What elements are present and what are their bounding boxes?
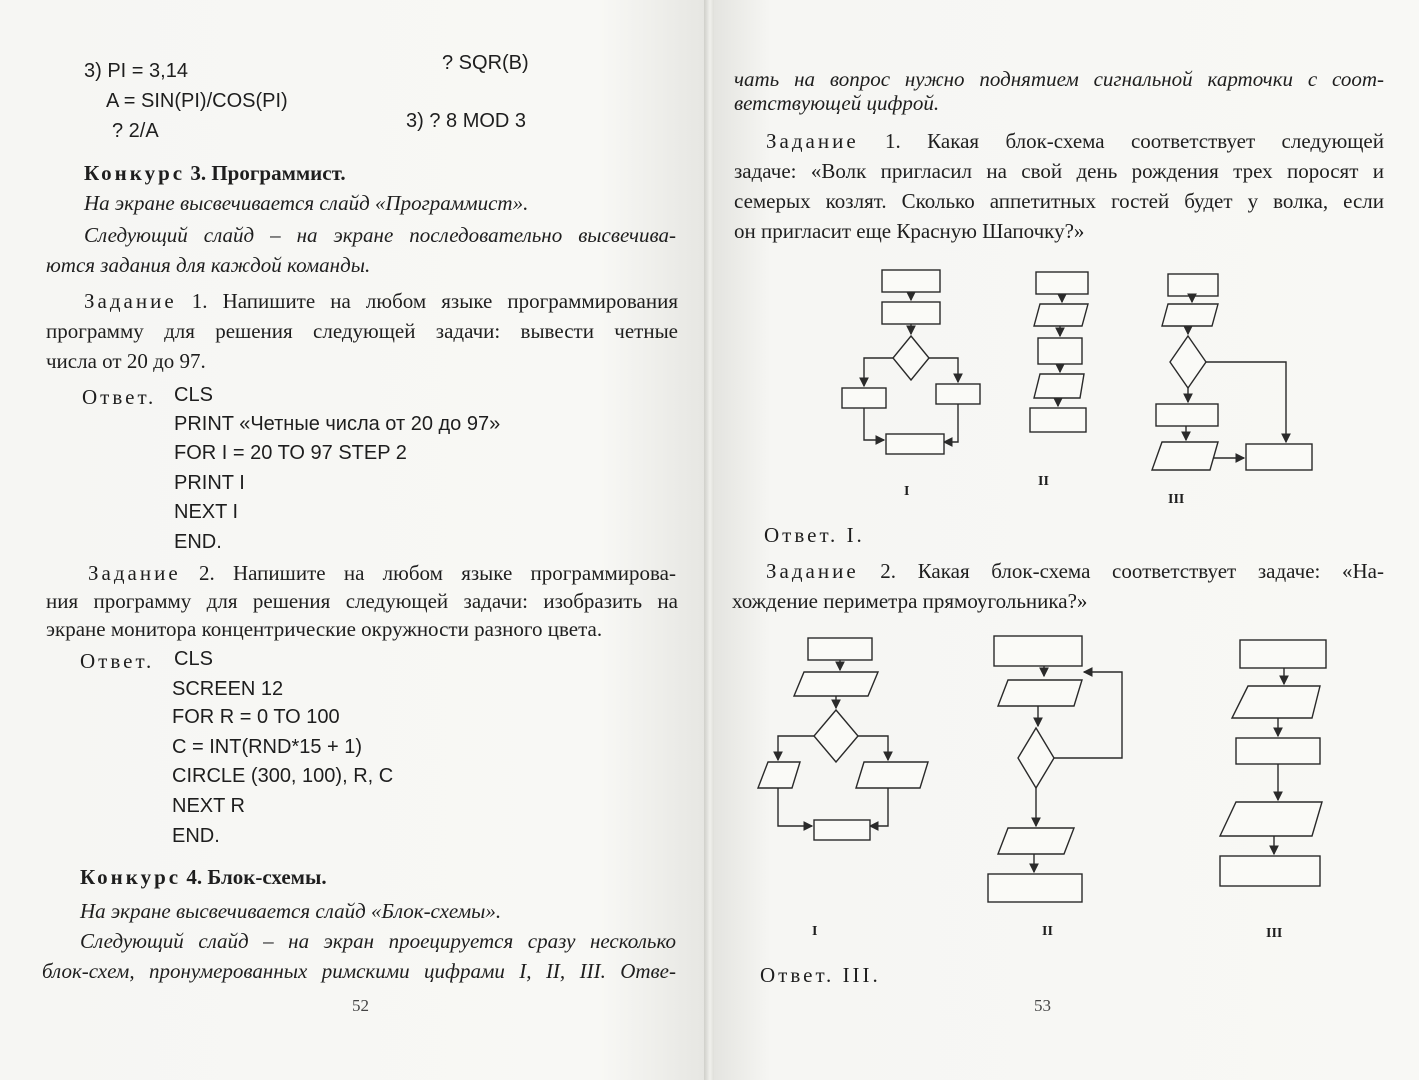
r-task1-label: Задание [766, 129, 859, 153]
contest3-heading [84, 160, 346, 186]
r-answer1-value: I. [838, 523, 865, 547]
answer2-code-line: SCREEN 12 [172, 678, 284, 700]
page-number-right: 53 [1034, 996, 1051, 1015]
answer2-code-line: FOR R = 0 TO 100 [172, 706, 340, 728]
r-task1-text-a: 1. Какая блок-схема соответствует следующей [858, 129, 1384, 153]
r-task1-line-c: семерых козлят. Сколько аппетитных гостей будет у волка, если [734, 189, 1384, 213]
r-answer1-label [764, 522, 865, 548]
snippet-pi: 3) PI = 3,14 [84, 60, 188, 82]
right-page [714, 0, 1419, 1080]
snippet-assign: A = SIN(PI)/COS(PI) [106, 90, 288, 112]
continuation-line-2: ветствующей цифрой. [734, 91, 940, 115]
set2-label-ii: II [1042, 924, 1053, 939]
contest3-intro-2a: Следующий слайд – на экране последовательно высвечива- [84, 223, 676, 247]
contest4-intro-2b: блок-схем, пронумерованных римскими цифрами I, II, III. Отве- [42, 959, 676, 983]
task1-line-c: числа от 20 до 97. [46, 349, 206, 373]
answer1-code-line: CLS [174, 384, 213, 406]
set1-label-iii: III [1168, 492, 1185, 507]
task2-text-a: 2. Напишите на любом языке программирова- [180, 561, 676, 585]
r-task2-text-a: 2. Какая блок-схема соответствует задаче: «На- [858, 559, 1384, 583]
page-number-left: 52 [352, 996, 369, 1015]
r-task1-line-b: задаче: «Волк пригласил на свой день рождения трех поросят и [734, 159, 1384, 183]
contest3-heading-rest: 3. Программист. [185, 161, 346, 185]
r-task2-label: Задание [766, 559, 859, 583]
flowchart-2-i [758, 638, 928, 840]
r-answer2-label [760, 962, 881, 988]
contest3-intro-2b: ются задания для каждой команды. [46, 253, 371, 277]
contest3-intro-1: На экране высвечивается слайд «Программист». [84, 191, 529, 215]
left-page [0, 0, 706, 1080]
answer1-label: Ответ. [82, 385, 157, 409]
answer1-code-line: END. [174, 531, 222, 553]
task2-label: Задание [88, 561, 181, 585]
r-task1-line-d: он пригласит еще Красную Шапочку?» [734, 219, 1085, 243]
task2-line-a [88, 560, 676, 586]
set2-label-i: I [812, 924, 818, 939]
task1-line-a [84, 288, 678, 314]
contest4-intro-2a: Следующий слайд – на экран проецируется сразу несколько [80, 929, 676, 953]
answer1-code-line: FOR I = 20 TO 97 STEP 2 [174, 442, 407, 464]
contest4-heading-rest: 4. Блок-схемы. [181, 865, 327, 889]
r-task2-line-a [766, 558, 1384, 584]
r-answer2-value: III. [834, 963, 881, 987]
continuation-line-1: чать на вопрос нужно поднятием сигнальной карточки с соот- [734, 67, 1384, 91]
answer1-code-line: PRINT «Четные числа от 20 до 97» [174, 413, 501, 435]
answer2-label: Ответ. [80, 649, 155, 673]
flowchart-1-iii [1152, 274, 1312, 470]
answer2-code-line: CLS [174, 648, 213, 670]
contest4-heading-spaced: Конкурс [80, 865, 182, 889]
task1-text-a: 1. Напишите на любом языке программирования [176, 289, 678, 313]
flowcharts-set-2 [744, 630, 1354, 900]
answer2-code-line: END. [172, 825, 220, 847]
flowchart-1-i [842, 270, 980, 454]
flowchart-2-iii [1220, 640, 1326, 886]
answer2-code-line: NEXT R [172, 795, 245, 817]
snippet-print: ? 2/A [112, 120, 159, 142]
answer2-code-line: CIRCLE (300, 100), R, C [172, 765, 394, 787]
answer1-code-line: PRINT I [174, 472, 245, 494]
set1-label-ii: II [1038, 474, 1049, 489]
answer1-code-line: NEXT I [174, 501, 239, 523]
contest4-heading [80, 864, 327, 890]
set1-label-i: I [904, 484, 910, 499]
r-task1-line-a [766, 128, 1384, 154]
flowcharts-set-1 [834, 262, 1314, 512]
task1-label: Задание [84, 289, 177, 313]
snippet-sqr: ? SQR(B) [442, 52, 529, 74]
task1-line-b: программу для решения следующей задачи: вывести четные [46, 319, 678, 343]
answer2-code-line: C = INT(RND*15 + 1) [172, 736, 363, 758]
r-answer-label-2: Ответ. [760, 963, 835, 987]
snippet-mod: 3) ? 8 MOD 3 [406, 110, 527, 132]
r-task2-line-b: хождение периметра прямоугольника?» [732, 589, 1088, 613]
flowchart-1-ii [1030, 272, 1088, 432]
r-answer-label-1: Ответ. [764, 523, 839, 547]
contest3-heading-spaced: Конкурс [84, 161, 186, 185]
contest4-intro-1: На экране высвечивается слайд «Блок-схемы». [80, 899, 502, 923]
task2-line-b: ния программу для решения следующей задачи: изобразить на [46, 589, 678, 613]
set2-label-iii: III [1266, 926, 1283, 941]
flowchart-2-ii [988, 636, 1122, 902]
task2-line-c: экране монитора концентрические окружности разного цвета. [46, 617, 603, 641]
